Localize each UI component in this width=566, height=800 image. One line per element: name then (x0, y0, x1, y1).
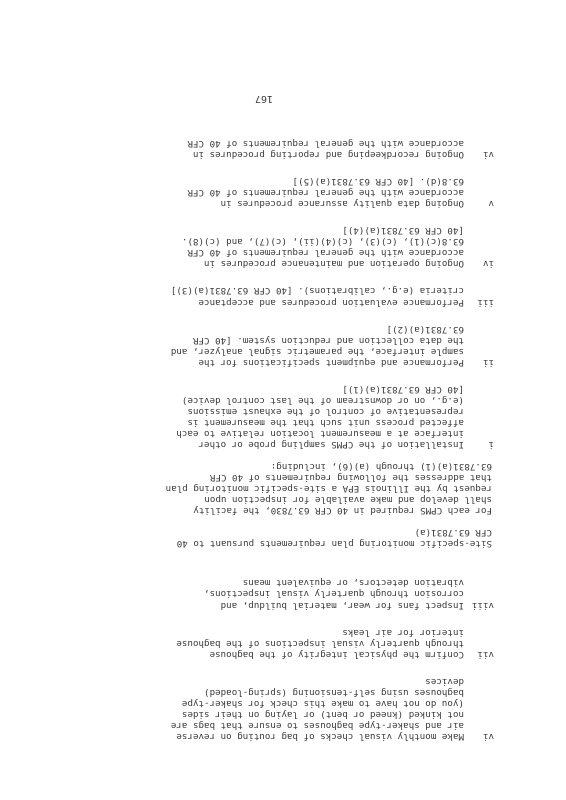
subitem-text-line: accordance with the general requirements of 40 CFR (187, 247, 464, 259)
subitem-marker: ii (482, 356, 494, 368)
item-marker: vii (477, 648, 494, 660)
subitem-text-line: 63.7831(a)(2)] (386, 323, 464, 335)
subitem-marker: iii (477, 296, 494, 308)
subitem-text-line: 63.8(d). [40 CFR 63.7831(a)(5)] (292, 176, 464, 188)
subitem-marker: vi (482, 149, 494, 161)
item-text-line: Make monthly visual checks of bag routing on reverse (176, 731, 464, 742)
subitem-marker: iv (482, 258, 494, 270)
item-text-line: vibration detectors, or equivalent means (242, 577, 464, 589)
subitem-text-line: representative of control of the exhaust emissions (187, 405, 464, 417)
paragraph-line: that addresses the following requirements of 40 CFR (209, 472, 492, 484)
subitem-text-line: Ongoing recordkeeping and reporting procedures in (192, 149, 464, 161)
subitem-text-line: Performance and equipment specifications for the (198, 356, 464, 368)
subitem-text-line: interface at a measurement location relative to each (176, 428, 464, 439)
item-text-line: Inspect fans for wear, material buildup, and (220, 599, 464, 611)
subitem-text-line: [40 CFR 63.7831(a)(1)] (342, 383, 464, 395)
item-text-line: Confirm the physical integrity of the baghouse (209, 648, 464, 660)
subitem-marker: i (488, 439, 494, 451)
subitem-text-line: accordance with the general requirements of 40 CFR (187, 187, 464, 199)
subitem-text-line: accordance with the general requirements of 40 CFR (187, 138, 464, 150)
item-marker: viii (471, 599, 494, 611)
subitem-text-line: the data collection and reduction system. [40 CFR (192, 334, 464, 346)
item-text-line: not kinked (kneed or bent) or laying on their sides (181, 708, 464, 720)
paragraph-line: 63.7831(a)(1) through (a)(6), including: (270, 461, 492, 473)
subitem-text-line: Ongoing operation and maintenance procedures in (204, 258, 464, 270)
paragraph-line: request by the Illinois EPA a site-specific monitoring plan (165, 483, 492, 495)
paragraph-line: Site-specific monitoring plan requirements pursuant to 40 (176, 538, 492, 550)
subitem-text-line: criteria (e.g., calibrations). [40 CFR 63.7831(a)(3)] (170, 285, 464, 297)
item-text-line: air and shaker-type baghouses to ensure that bags are (170, 719, 464, 731)
subitem-text-line: [40 CFR 63.7831(a)(4)] (342, 225, 464, 237)
subitem-text-line: affected process unit such that the measurement is (187, 416, 464, 428)
page-number: 167 (254, 93, 273, 104)
subitem-text-line: Performance evaluation procedures and acceptance (198, 296, 464, 308)
paragraph-line: shall develop and make available for inspection upon (204, 494, 492, 506)
paragraph-line: CFR 63.7831(a) (414, 527, 492, 539)
item-text-line: devices (425, 675, 464, 687)
item-marker: vi (482, 731, 494, 742)
subitem-text-line: sample interface, the parametric signal analyzer, and (170, 345, 464, 357)
subitem-text-line: Ongoing data quality assurance procedures in (220, 198, 464, 210)
subitem-text-line: (e.g., on or downstream of the last control device) (181, 394, 464, 406)
item-text-line: through quarterly visual inspections of the baghouse (176, 637, 464, 649)
item-text-line: corrosion through quarterly visual inspections, (204, 588, 464, 600)
subitem-text-line: Installation of the CPMS sampling probe or other (198, 439, 464, 451)
item-text-line: baghouses using self-tensioning (spring-loaded) (204, 686, 464, 698)
subitem-marker: v (488, 198, 494, 210)
subitem-text-line: 63.8(c)(1), (c)(3), (c)(4)(ii), (c)(7), and (c)(8). (181, 236, 464, 248)
paragraph-line: For each CPMS required in 40 CFR 63.7830, the facility (193, 505, 492, 517)
item-text-line: (you do not have to make this check for shaker-type (181, 697, 464, 709)
item-text-line: interior for air leaks (342, 626, 464, 638)
